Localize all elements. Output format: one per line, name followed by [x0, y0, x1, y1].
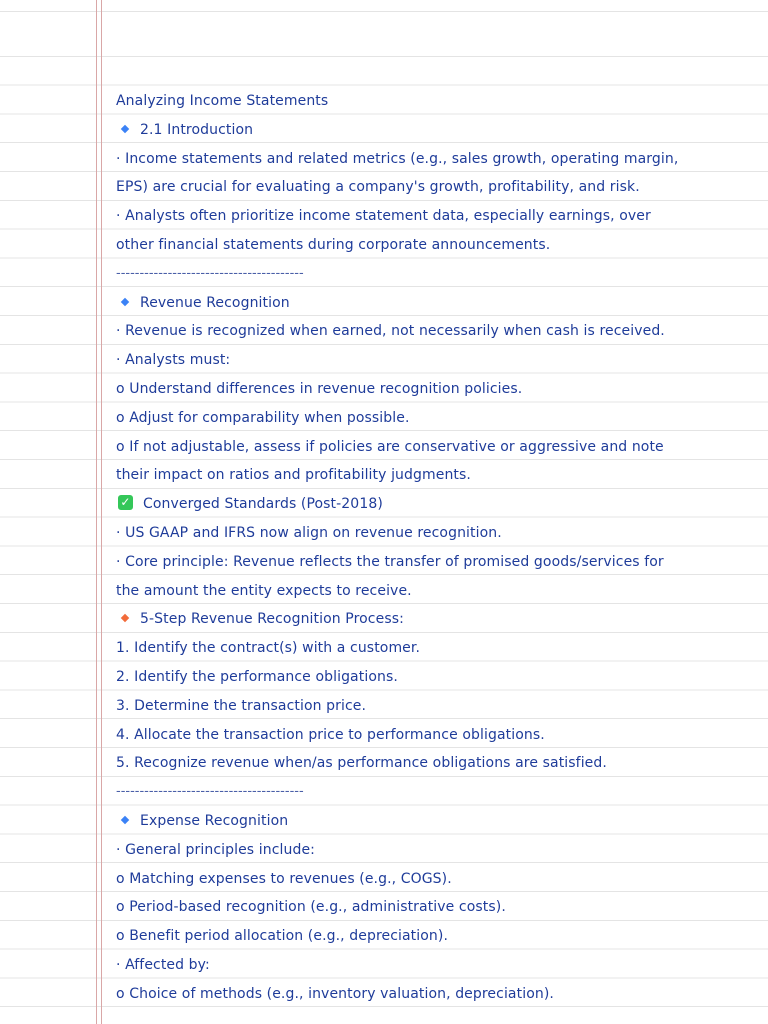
text-line: o If not adjustable, assess if policies are conservative or aggressive and note — [116, 438, 664, 455]
section-heading-introduction — [116, 116, 756, 145]
text-line: their impact on ratios and profitability judgments. — [116, 467, 471, 484]
step-item: 1. Identify the contract(s) with a customer. — [116, 640, 421, 657]
step-item: 3. Determine the transaction price. — [116, 697, 367, 714]
section-heading-label: Revenue Recognition — [140, 294, 290, 311]
blue-diamond-icon — [121, 297, 129, 305]
margin-line-left — [96, 0, 97, 1024]
text-line: · Revenue is recognized when earned, not necessarily when cash is received. — [116, 323, 665, 340]
text-line: · US GAAP and IFRS now align on revenue recognition. — [116, 524, 502, 541]
text-line: o Adjust for comparability when possible. — [116, 409, 410, 426]
text-line: o Period-based recognition (e.g., administrative costs). — [116, 899, 506, 916]
subheading-converged-standards — [116, 490, 756, 519]
margin-line-right — [101, 0, 102, 1024]
check-mark-icon: ✓ — [118, 495, 133, 510]
text-line: · Affected by: — [116, 956, 210, 973]
text-line: o Matching expenses to revenues (e.g., COGS). — [116, 870, 452, 887]
orange-diamond-icon — [121, 614, 129, 622]
text-line: · Analysts often prioritize income statement data, especially earnings, over — [116, 208, 651, 225]
text-line: other financial statements during corporate announcements. — [116, 236, 551, 253]
blue-diamond-icon — [121, 816, 129, 824]
subheading-label: 5-Step Revenue Recognition Process: — [140, 611, 404, 628]
page-title: Analyzing Income Statements — [116, 93, 329, 109]
text-line: · Core principle: Revenue reflects the transfer of promised goods/services for — [116, 553, 664, 570]
section-heading-label: 2.1 Introduction — [140, 121, 254, 138]
text-line: o Understand differences in revenue recognition policies. — [116, 380, 523, 397]
text-line: the amount the entity expects to receive. — [116, 582, 412, 599]
text-line: EPS) are crucial for evaluating a company's growth, profitability, and risk. — [116, 179, 640, 196]
blue-diamond-icon — [121, 125, 129, 133]
section-heading-expense-recognition — [116, 807, 756, 836]
separator-line: ---------------------------------------- — [116, 265, 304, 281]
subheading-five-step-process — [116, 605, 756, 634]
step-item: 2. Identify the performance obligations. — [116, 668, 398, 685]
subheading-label: Converged Standards (Post-2018) — [143, 496, 383, 513]
text-line: o Benefit period allocation (e.g., depreciation). — [116, 928, 448, 945]
text-line: · Income statements and related metrics (e.g., sales growth, operating margin, — [116, 150, 679, 167]
note-content — [116, 87, 756, 1009]
step-item: 4. Allocate the transaction price to performance obligations. — [116, 726, 545, 743]
text-line: · General principles include: — [116, 841, 315, 858]
section-heading-label: Expense Recognition — [140, 812, 289, 829]
text-line: o Choice of methods (e.g., inventory valuation, depreciation). — [116, 985, 554, 1002]
separator-line: ---------------------------------------- — [116, 784, 304, 800]
section-heading-revenue-recognition — [116, 289, 756, 318]
text-line: · Analysts must: — [116, 352, 231, 369]
step-item: 5. Recognize revenue when/as performance obligations are satisfied. — [116, 755, 607, 772]
